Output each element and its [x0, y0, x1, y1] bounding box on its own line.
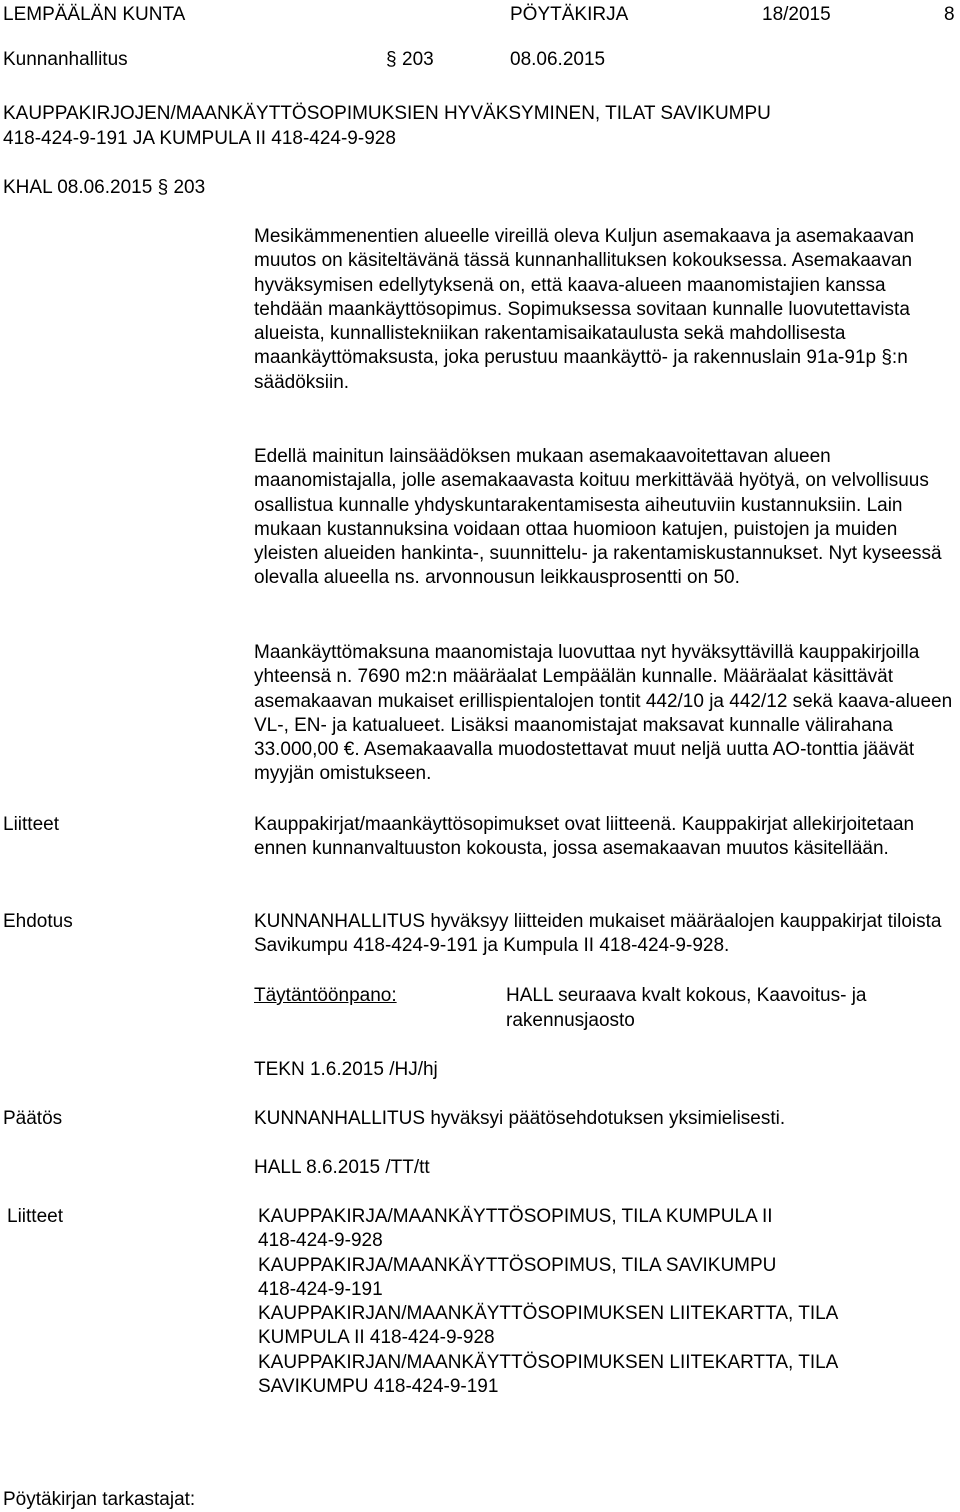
- document-number: 18/2015: [762, 4, 831, 25]
- body-paragraph-3: Maankäyttömaksuna maanomistaja luovuttaa nyt hyväksyttävillä kauppakirjoilla yhteensä n. 7690 m2:n määräalat Lempäälän kunnalle. Määräalat käsittävät asemakaavan mukaiset erillispientalojen tontit 442/10 ja 442/12 sekä kaava-alueen VL-, EN- ja katualueet. Lisäksi maanomistajat maksavat kunnalle välirahana 33.000,00 €. Asemakaavalla muodostettavat muut neljä uutta AO-tonttia jäävät myyjän omistukseen.: [254, 642, 953, 785]
- proposal-label: Ehdotus: [3, 911, 73, 932]
- decision-text: KUNNANHALLITUS hyväksyi päätösehdotuksen yksimielisesti.: [254, 1108, 786, 1129]
- governing-body: Kunnanhallitus: [3, 49, 128, 70]
- document-type: PÖYTÄKIRJA: [510, 4, 629, 25]
- attachment-item: KAUPPAKIRJAN/MAANKÄYTTÖSOPIMUKSEN LIITEKARTTA, TILA: [258, 1303, 839, 1325]
- attachments-note-text: Kauppakirjat/maankäyttösopimukset ovat liitteenä. Kauppakirjat allekirjoitetaan ennen kunnanvaltuuston kokousta, jossa asemakaavan muutos käsitellään.: [254, 814, 915, 860]
- subject-line-2: 418-424-9-191 JA KUMPULA II 418-424-9-928: [3, 128, 396, 149]
- attachments-list-label: Liitteet: [7, 1206, 63, 1227]
- attachment-item: SAVIKUMPU 418-424-9-191: [258, 1376, 499, 1398]
- execution-label: Täytäntöönpano:: [254, 985, 397, 1006]
- hall-reference: HALL 8.6.2015 /TT/tt: [254, 1157, 430, 1178]
- attachment-item: KUMPULA II 418-424-9-928: [258, 1327, 495, 1349]
- attachment-item: KAUPPAKIRJA/MAANKÄYTTÖSOPIMUS, TILA SAVIKUMPU: [258, 1254, 777, 1276]
- attachments-list: [258, 1205, 838, 1399]
- attachment-item: KAUPPAKIRJA/MAANKÄYTTÖSOPIMUS, TILA KUMPULA II: [258, 1206, 773, 1227]
- section-number: 203: [402, 49, 434, 70]
- execution-line-2: rakennusjaosto: [506, 1010, 635, 1031]
- meeting-date: 08.06.2015: [510, 49, 606, 70]
- body-paragraph-1: Mesikämmenentien alueelle vireillä oleva Kuljun asemakaava ja asemakaavan muutos on käsiteltävänä tässä kunnanhallituksen kokouksessa. Asemakaavan hyväksymisen edellytyksenä on, että kaava-alueen maanomistajien kanssa tehdään maankäyttösopimus. Sopimuksessa sovitaan kunnalle luovutettavista alueista, kunnallistekniikan rakentamisaikataulusta sekä mahdollisesta maankäyttömaksusta, joka perustuu maankäyttö- ja rakennuslain 91a-91p §:n säädöksiin.: [254, 226, 915, 393]
- decision-label: Päätös: [3, 1108, 63, 1129]
- section-symbol: §: [386, 49, 397, 70]
- attachments-note-label: Liitteet: [3, 814, 59, 835]
- proposal-text: KUNNANHALLITUS hyväksyy liitteiden mukaiset määräalojen kauppakirjat tiloista Savikumpu 418-424-9-191 ja Kumpula II 418-424-9-928.: [254, 911, 942, 957]
- page-number: 8: [944, 4, 955, 25]
- execution-line-1: HALL seuraava kvalt kokous, Kaavoitus- ja: [506, 985, 867, 1006]
- reviewers-label: Pöytäkirjan tarkastajat:: [3, 1489, 196, 1510]
- attachment-item: 418-424-9-191: [258, 1278, 383, 1300]
- khal-section-symbol: §: [157, 177, 169, 198]
- attachment-item: 418-424-9-928: [258, 1230, 383, 1252]
- khal-prefix: KHAL 08.06.2015: [3, 177, 153, 198]
- municipality-name: LEMPÄÄLÄN KUNTA: [3, 4, 186, 25]
- tekn-reference: TEKN 1.6.2015 /HJ/hj: [254, 1059, 438, 1080]
- khal-reference: [3, 176, 205, 200]
- attachment-item: KAUPPAKIRJAN/MAANKÄYTTÖSOPIMUKSEN LIITEKARTTA, TILA: [258, 1351, 839, 1373]
- subject-line-1: KAUPPAKIRJOJEN/MAANKÄYTTÖSOPIMUKSIEN HYVÄKSYMINEN, TILAT SAVIKUMPU: [3, 103, 771, 124]
- body-paragraph-2: Edellä mainitun lainsäädöksen mukaan asemakaavoitettavan alueen maanomistajalla, jolle asemakaavasta koituu merkittävää hyötyä, on velvollisuus osallistua kunnalle yhdyskuntarakentamisesta aiheutuviin kustannuksiin. Lain mukaan kustannuksina voidaan ottaa huomioon katujen, puistojen ja muiden yleisten alueiden hankinta-, suunnittelu- ja rakentamiskustannukset. Nyt kyseessä olevalla alueella ns. arvonnousun leikkausprosentti on 50.: [254, 446, 942, 589]
- khal-number: 203: [173, 177, 206, 198]
